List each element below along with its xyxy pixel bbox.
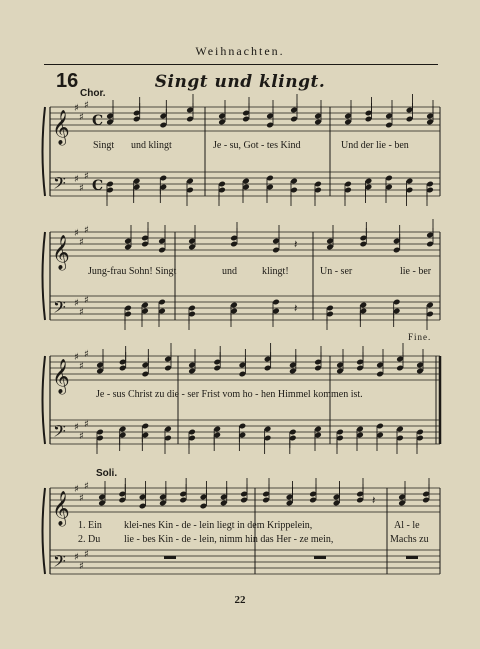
key-sharp: ♯ bbox=[79, 307, 84, 318]
key-sharp: ♯ bbox=[74, 103, 79, 114]
quarter-rest: 𝄽 bbox=[294, 238, 298, 251]
quarter-rest: 𝄽 bbox=[294, 302, 298, 315]
bass-clef: 𝄢 bbox=[53, 421, 66, 445]
fine-marking: Fine. bbox=[408, 332, 432, 342]
time-signature: C bbox=[92, 113, 104, 129]
lyric-s2-c: klingt! bbox=[262, 266, 289, 277]
key-sharp: ♯ bbox=[74, 228, 79, 239]
soli-marking: Soli. bbox=[96, 468, 118, 479]
system-brace bbox=[43, 488, 46, 574]
treble-clef: 𝄞 bbox=[52, 110, 70, 145]
song-title: Singt und klingt. bbox=[154, 72, 326, 92]
lyric-s1-c: Je - su, Got - tes Kind bbox=[213, 140, 301, 151]
key-sharp: ♯ bbox=[84, 549, 89, 560]
lyric-v1-a: 1. Ein bbox=[78, 520, 102, 531]
key-sharp: ♯ bbox=[79, 183, 84, 194]
song-number: 16 bbox=[56, 70, 79, 92]
key-sharp: ♯ bbox=[84, 171, 89, 182]
whole-rest bbox=[164, 556, 176, 559]
time-signature: C bbox=[92, 178, 104, 194]
key-sharp: ♯ bbox=[84, 419, 89, 430]
key-sharp: ♯ bbox=[74, 484, 79, 495]
whole-rest bbox=[314, 556, 326, 559]
key-sharp: ♯ bbox=[84, 225, 89, 236]
lyric-s3: Je - sus Christ zu die - ser Frist vom ho - hen Himmel kommen ist. bbox=[96, 389, 363, 400]
running-header: Weihnachten. bbox=[195, 44, 285, 58]
lyric-v1-b: klei-nes Kin - de - lein liegt in dem Krippelein, bbox=[124, 520, 313, 531]
chor-marking: Chor. bbox=[80, 88, 106, 99]
key-sharp: ♯ bbox=[74, 352, 79, 363]
bass-clef: 𝄢 bbox=[53, 297, 66, 321]
page-number: 22 bbox=[234, 594, 246, 606]
lyric-s2-d: Un - ser bbox=[320, 266, 353, 277]
lyric-s1-b: und klingt bbox=[131, 140, 172, 151]
lyric-v2-a: 2. Du bbox=[78, 534, 101, 545]
key-sharp: ♯ bbox=[79, 112, 84, 123]
key-sharp: ♯ bbox=[74, 422, 79, 433]
key-sharp: ♯ bbox=[84, 100, 89, 111]
lyric-s1-d: Und der lie - ben bbox=[341, 140, 409, 151]
lyric-s2-b: und bbox=[222, 266, 237, 277]
key-sharp: ♯ bbox=[74, 174, 79, 185]
treble-clef: 𝄞 bbox=[52, 491, 70, 526]
quarter-rest: 𝄽 bbox=[372, 494, 376, 507]
key-sharp: ♯ bbox=[84, 481, 89, 492]
key-sharp: ♯ bbox=[79, 493, 84, 504]
key-sharp: ♯ bbox=[74, 552, 79, 563]
key-sharp: ♯ bbox=[79, 561, 84, 572]
key-sharp: ♯ bbox=[79, 431, 84, 442]
key-sharp: ♯ bbox=[84, 295, 89, 306]
lyric-v2-b: lie - bes Kin - de - lein, nimm hin das Her - ze mein, bbox=[124, 534, 334, 545]
system-brace bbox=[43, 107, 46, 196]
whole-rest bbox=[406, 556, 418, 559]
bass-clef: 𝄢 bbox=[53, 173, 66, 197]
key-sharp: ♯ bbox=[74, 298, 79, 309]
treble-clef: 𝄞 bbox=[52, 235, 70, 270]
lyric-s2-e: lie - ber bbox=[400, 266, 432, 277]
lyric-v2-c: Machs zu bbox=[390, 534, 429, 545]
key-sharp: ♯ bbox=[79, 237, 84, 248]
lyric-v1-c: Al - le bbox=[394, 520, 420, 531]
system-brace bbox=[43, 232, 46, 320]
key-sharp: ♯ bbox=[79, 361, 84, 372]
lyric-s1-a: Singt bbox=[93, 140, 115, 151]
lyric-s2-a: Jung-frau Sohn! Singt bbox=[88, 266, 177, 277]
treble-clef: 𝄞 bbox=[52, 359, 70, 394]
bass-clef: 𝄢 bbox=[53, 551, 66, 575]
system-brace bbox=[43, 356, 46, 444]
key-sharp: ♯ bbox=[84, 349, 89, 360]
